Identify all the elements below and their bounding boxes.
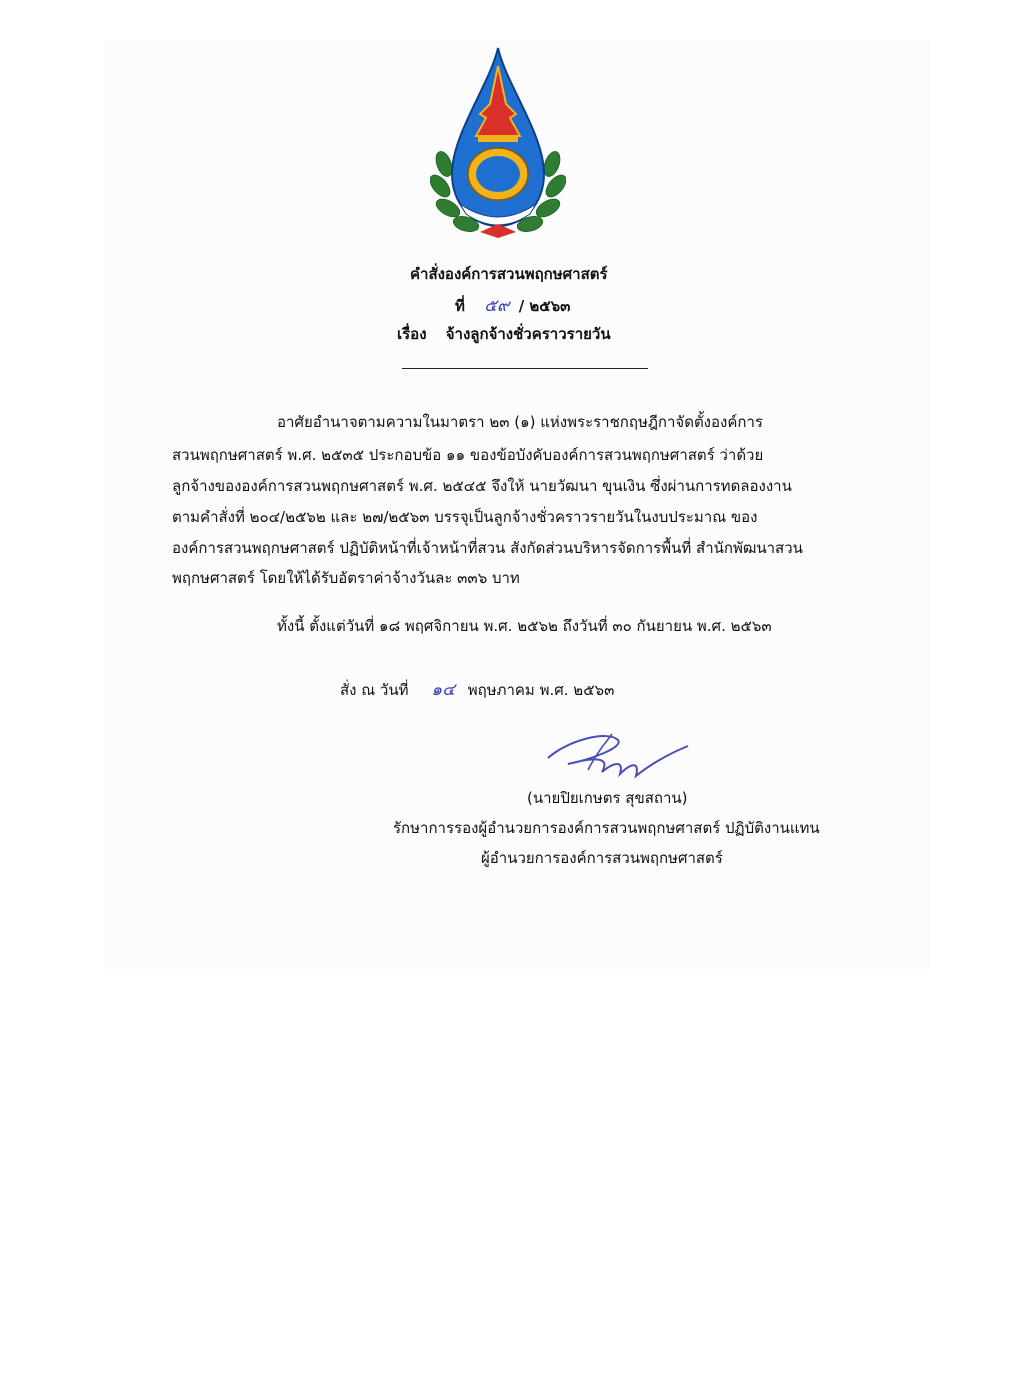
- body-line-5: องค์การสวนพฤกษศาสตร์ ปฏิบัติหน้าที่เจ้าหน้าที่สวน สังกัดส่วนบริหารจัดการพื้นที่ สำนักพัฒนาสวน: [172, 539, 803, 557]
- order-date-prefix: สั่ง ณ วันที่: [340, 681, 409, 699]
- body-line-4: ตามคำสั่งที่ ๒๐๔/๒๕๖๒ และ ๒๗/๒๕๖๓ บรรจุเป็นลูกจ้างชั่วคราวรายวันในงบประมาณ ของ: [172, 508, 758, 526]
- body-line-2: สวนพฤกษศาสตร์ พ.ศ. ๒๕๓๕ ประกอบข้อ ๑๑ ของข้อบังคับองค์การสวนพฤกษศาสตร์ ว่าด้วย: [172, 446, 764, 464]
- order-number-suffix: / ๒๕๖๓: [518, 297, 571, 315]
- signatory-position-2: ผู้อำนวยการองค์การสวนพฤกษศาสตร์: [481, 849, 723, 867]
- botanical-garden-emblem-logo: [430, 44, 566, 240]
- subject-text: จ้างลูกจ้างชั่วคราวรายวัน: [445, 325, 611, 343]
- signatory-name: (นายปิยเกษตร สุขสถาน): [527, 789, 688, 807]
- order-date-day-handwritten: ๑๔: [431, 680, 455, 700]
- signatory-position-1: รักษาการรองผู้อำนวยการองค์การสวนพฤกษศาสตร์ ปฏิบัติงานแทน: [393, 819, 820, 837]
- header-divider: [402, 368, 648, 369]
- effective-period: ทั้งนี้ ตั้งแต่วันที่ ๑๘ พฤศจิกายน พ.ศ. ๒๕๖๒ ถึงวันที่ ๓๐ กันยายน พ.ศ. ๒๕๖๓: [277, 617, 772, 635]
- subject-label: เรื่อง: [397, 325, 427, 343]
- order-date: [340, 676, 614, 703]
- body-line-3: ลูกจ้างขององค์การสวนพฤกษศาสตร์ พ.ศ. ๒๕๔๕ จึงให้ นายวัฒนา ขุนเงิน ซึ่งผ่านการทดลองงาน: [172, 477, 792, 495]
- body-line-6: พฤกษศาสตร์ โดยให้ได้รับอัตราค่าจ้างวันละ ๓๓๖ บาท: [172, 569, 520, 587]
- order-number-label: ที่: [455, 297, 465, 315]
- body-line-1: อาศัยอำนาจตามความในมาตรา ๒๓ (๑) แห่งพระราชกฤษฎีกาจัดตั้งองค์การ: [277, 413, 763, 431]
- order-date-rest: พฤษภาคม พ.ศ. ๒๕๖๓: [467, 681, 615, 699]
- order-title: คำสั่งองค์การสวนพฤกษศาสตร์: [410, 265, 608, 283]
- order-number: [455, 292, 570, 319]
- order-number-handwritten: ๕๙: [484, 296, 510, 316]
- order-subject: [397, 322, 611, 346]
